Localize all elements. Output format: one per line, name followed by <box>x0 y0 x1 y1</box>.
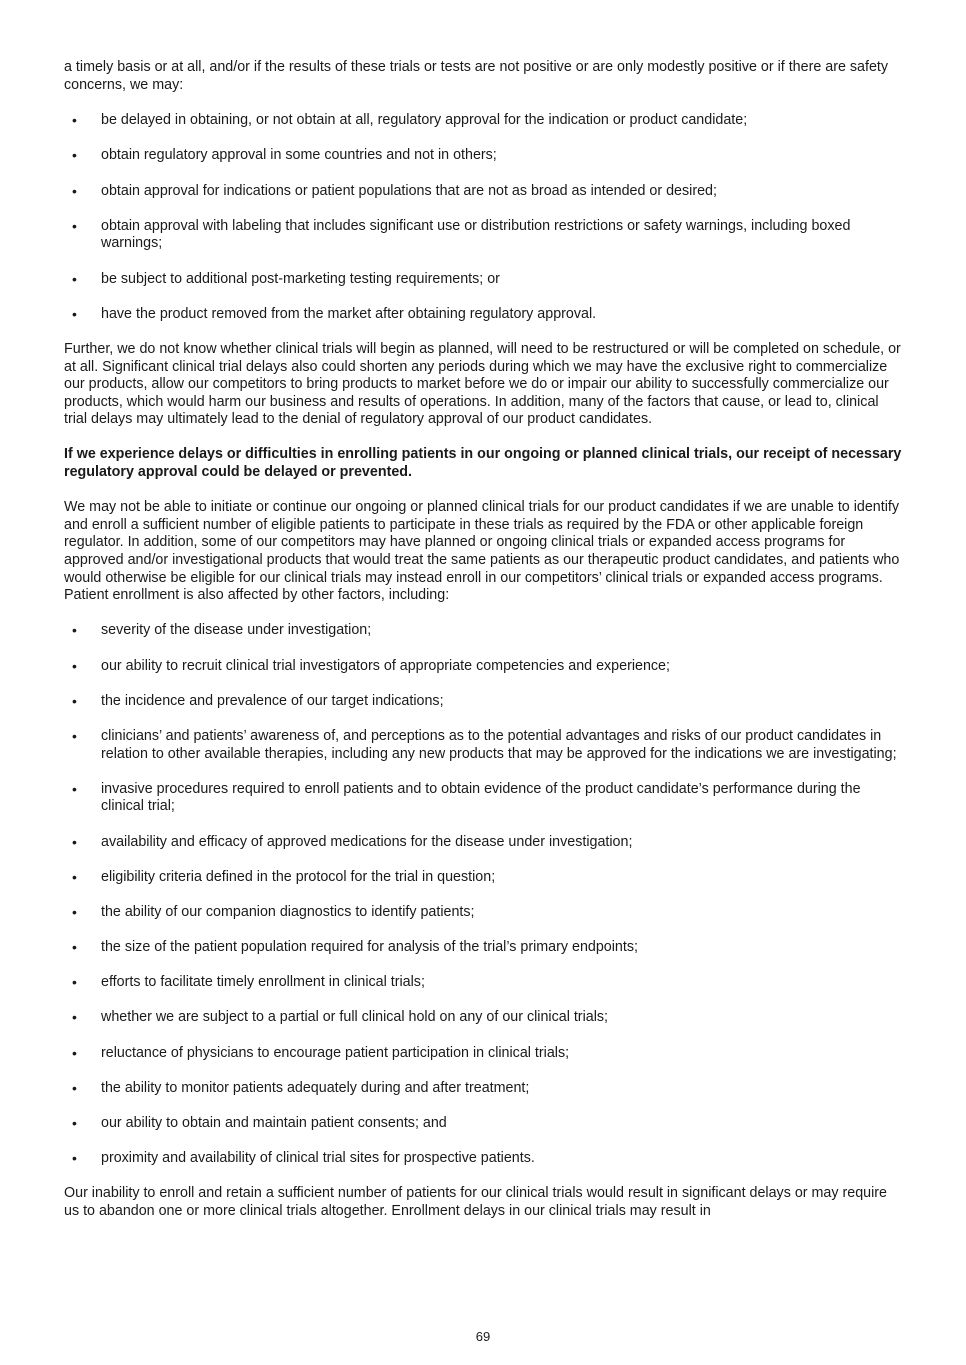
list-item: • obtain regulatory approval in some countries and not in others; <box>72 147 497 164</box>
bullet-icon: • <box>72 1079 77 1096</box>
approval-outcomes-list <box>64 112 904 323</box>
list-item: • availability and efficacy of approved medications for the disease under investigation; <box>72 833 633 850</box>
list-item: • our ability to recruit clinical trial investigators of appropriate competencies and experience; <box>72 657 670 674</box>
bullet-icon: • <box>72 182 77 199</box>
list-item: • be delayed in obtaining, or not obtain at all, regulatory approval for the indication or product candidate; <box>72 112 748 129</box>
bullet-icon: • <box>72 780 77 797</box>
list-item: • have the product removed from the market after obtaining regulatory approval. <box>72 305 597 322</box>
bullet-icon: • <box>72 1150 77 1167</box>
bullet-icon: • <box>72 657 77 674</box>
list-item: • invasive procedures required to enroll patients and to obtain evidence of the product candidate’s performance during the clinical trial; <box>72 780 861 815</box>
list-item: • clinicians’ and patients’ awareness of, and perceptions as to the potential advantages and risks of our product candidates in relation to other available therapies, including any new products that may be approved for the indications we are investigating; <box>72 727 897 762</box>
intro-paragraph: a timely basis or at all, and/or if the results of these trials or tests are not positive or are only modestly positive or if there are safety concerns, we may: <box>64 59 889 93</box>
bullet-icon: • <box>72 305 77 322</box>
bullet-icon: • <box>72 939 77 956</box>
section-heading: If we experience delays or difficulties in enrolling patients in our ongoing or planned clinical trials, our receipt of necessary regulatory approval could be delayed or prevented. <box>64 446 902 481</box>
list-item: • eligibility criteria defined in the protocol for the trial in question; <box>72 868 496 885</box>
bullet-icon: • <box>72 1009 77 1026</box>
bullet-icon: • <box>72 1115 77 1132</box>
list-item: • proximity and availability of clinical trial sites for prospective patients. <box>72 1150 535 1167</box>
list-item: • obtain approval with labeling that includes significant use or distribution restrictions or safety warnings, including boxed warnings; <box>72 217 851 252</box>
list-item: • efforts to facilitate timely enrollment in clinical trials; <box>72 974 425 991</box>
bullet-icon: • <box>72 833 77 850</box>
bullet-icon: • <box>72 217 77 234</box>
list-item: • severity of the disease under investigation; <box>72 622 372 639</box>
bullet-icon: • <box>72 622 77 639</box>
bullet-icon: • <box>72 1044 77 1061</box>
bullet-icon: • <box>72 270 77 287</box>
list-item: • be subject to additional post-marketing testing requirements; or <box>72 270 500 287</box>
bullet-icon: • <box>72 147 77 164</box>
list-item: • the ability to monitor patients adequately during and after treatment; <box>72 1079 530 1096</box>
document-page <box>64 59 904 1238</box>
list-item: • obtain approval for indications or patient populations that are not as broad as intended or desired; <box>72 182 717 199</box>
list-item: • reluctance of physicians to encourage patient participation in clinical trials; <box>72 1044 570 1061</box>
enrollment-factors-list <box>64 622 904 1167</box>
page-number: 69 <box>475 1329 491 1344</box>
list-item: • whether we are subject to a partial or full clinical hold on any of our clinical trials; <box>72 1009 608 1026</box>
list-item: • the size of the patient population required for analysis of the trial’s primary endpoints; <box>72 939 638 956</box>
list-item: • the incidence and prevalence of our target indications; <box>72 692 444 709</box>
enrollment-consequences-paragraph: Our inability to enroll and retain a sufficient number of patients for our clinical trials would result in significant delays or may require us to abandon one or more clinical trials altogether. Enrollment delays in our clinical trials may result in <box>64 1185 887 1219</box>
enrollment-paragraph: We may not be able to initiate or continue our ongoing or planned clinical trials for our product candidates if we are unable to identify and enroll a sufficient number of eligible patients to participate in these trials as required by the FDA or other applicable foreign regulator. In addition, some of our competitors may have planned or ongoing clinical trials or expanded access programs for approved and/or investigational products that would treat the same patients as our therapeutic product candidates, and patients who would otherwise be eligible for our clinical trials may instead enroll in our competitors’ clinical trials or expanded access programs. Patient enrollment is also affected by other factors, including: <box>64 499 900 604</box>
bullet-icon: • <box>72 868 77 885</box>
bullet-icon: • <box>72 692 77 709</box>
bullet-icon: • <box>72 727 77 744</box>
bullet-icon: • <box>72 112 77 129</box>
list-item: • the ability of our companion diagnostics to identify patients; <box>72 903 475 920</box>
bullet-icon: • <box>72 903 77 920</box>
clinical-delays-paragraph: Further, we do not know whether clinical trials will begin as planned, will need to be restructured or will be completed on schedule, or at all. Significant clinical trial delays also could shorten any periods during which we may have the exclusive right to commercialize our products, allow our competitors to bring products to market before we do or impair our ability to successfully commercialize our products, which would harm our business and results of operations. In addition, many of the factors that cause, or lead to, clinical trial delays may ultimately lead to the denial of regulatory approval of our product candidates. <box>64 340 901 428</box>
list-item: • our ability to obtain and maintain patient consents; and <box>72 1115 447 1132</box>
bullet-icon: • <box>72 974 77 991</box>
